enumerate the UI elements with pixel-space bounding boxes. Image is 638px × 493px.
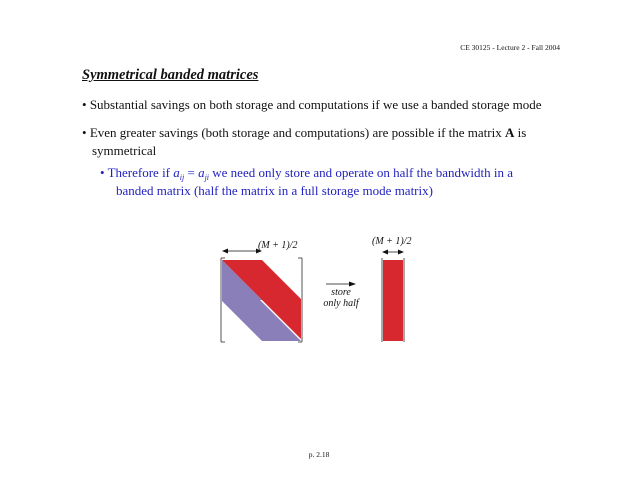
half-bandwidth-arrow (222, 249, 262, 254)
sub-bullet-line2: banded matrix (half the matrix in a full storage mode matrix) (116, 183, 433, 198)
stored-half-band (382, 258, 404, 342)
page-title: Symmetrical banded matrices (82, 67, 259, 83)
store-label: store only half (323, 287, 359, 309)
page-number: p. 2.18 (308, 450, 330, 459)
bullet-2-text: Even greater savings (both storage and computations) are possible if the matrix (89, 125, 502, 140)
bullet-marker: • (82, 97, 87, 112)
bullet-2-text-end: is (517, 125, 527, 140)
store-arrow (326, 282, 356, 287)
right-bandwidth-label: (M + 1)/2 (372, 236, 412, 247)
sub-bullet-text-end: we need only store and operate on half the bandwidth in a (212, 165, 513, 180)
bullet-marker: • (82, 125, 87, 140)
sub-bullet-text: Therefore if (107, 165, 171, 180)
bullet-2-line2: symmetrical (92, 143, 157, 158)
symmetry-equation: $a_{ij} = a_{ji}$ (173, 165, 210, 182)
matrix-symbol: A (504, 125, 515, 140)
bullet-marker: • (100, 165, 105, 180)
stored-width-arrow (382, 250, 404, 255)
running-header: CE 30125 - Lecture 2 - Fall 2004 (460, 43, 560, 52)
bullet-1-text: Substantial savings on both storage and computations if we use a banded storage mode (89, 97, 542, 112)
full-matrix (221, 258, 302, 342)
left-bandwidth-label: (M + 1)/2 (258, 240, 298, 251)
